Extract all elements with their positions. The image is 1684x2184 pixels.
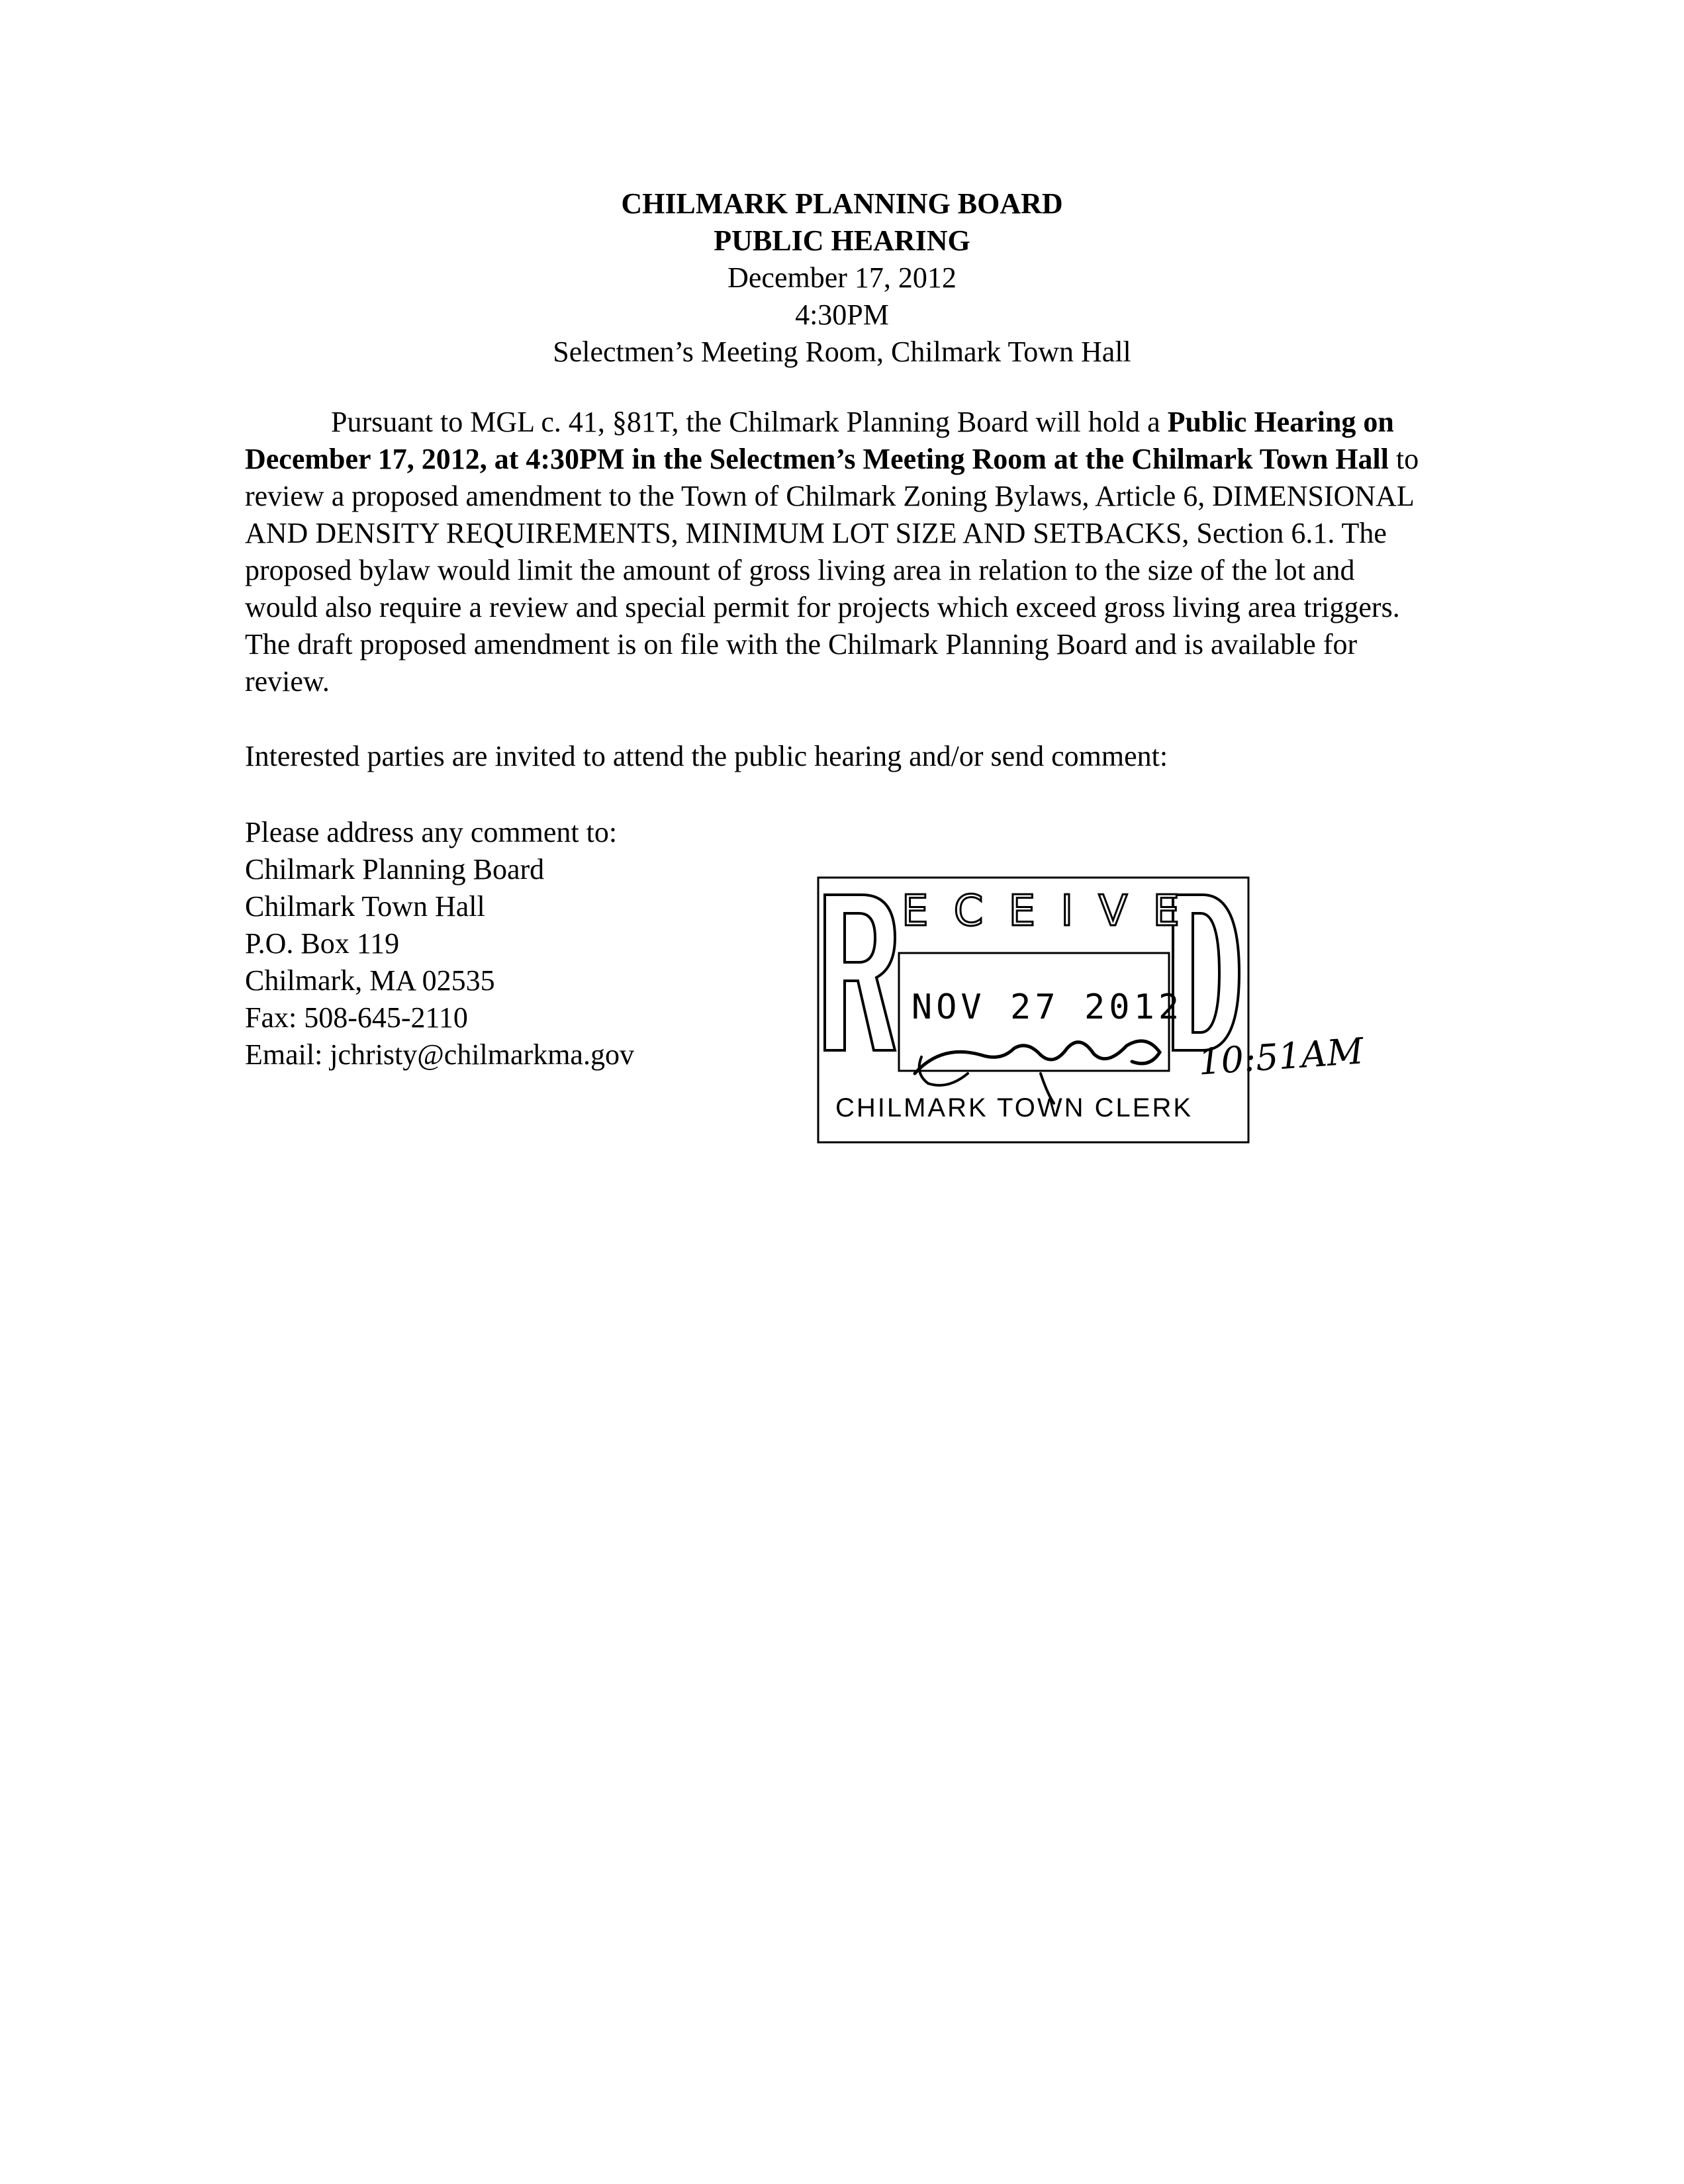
body-bold-text: Public Hearing on December 17, 2012, at 4:30PM in the Selectmen’s Meeting Room at the Chilmark Town Hall	[245, 406, 1394, 475]
received-stamp	[816, 875, 1252, 1148]
stamp-clerk-label: CHILMARK TOWN CLERK	[835, 1093, 1193, 1122]
handwritten-time: 10:51AM	[1197, 1030, 1365, 1083]
stamp-date: NOV 27 2012	[911, 987, 1184, 1027]
address-intro: Please address any comment to:	[245, 816, 618, 848]
address-block	[245, 814, 841, 1073]
stamp-letter: E	[1008, 887, 1036, 936]
stamp-letter: I	[1060, 887, 1074, 936]
invitation-line: Interested parties are invited to attend the public hearing and/or send comment:	[245, 740, 1168, 772]
notice-header	[0, 185, 1684, 371]
stamp-letter: C	[953, 887, 984, 936]
hearing-time: 4:30PM	[795, 298, 889, 331]
stamp-letters	[902, 887, 1180, 936]
body-text-2: to review a proposed amendment to the Town of Chilmark Zoning Bylaws, Article 6, DIMENSIONAL AND DENSITY REQUIREMENTS, MINIMUM LOT SIZE AND SETBACKS, Section 6.1. The proposed bylaw would limit the amount of gross living area in relation to the size of the lot and would also require a review and special permit for projects which exceed gross living area triggers. The draft proposed amendment is on file with the Chilmark Planning Board and is available for review.	[245, 443, 1419, 698]
address-line: P.O. Box 119	[245, 927, 400, 960]
address-line: Chilmark, MA 02535	[245, 964, 495, 997]
stamp-letter: E	[902, 887, 929, 936]
address-line: Chilmark Town Hall	[245, 890, 485, 923]
notice-title: PUBLIC HEARING	[714, 224, 970, 257]
org-name: CHILMARK PLANNING BOARD	[621, 187, 1063, 220]
email-address: Email: jchristy@chilmarkma.gov	[245, 1038, 634, 1071]
fax-number: Fax: 508-645-2110	[245, 1001, 468, 1034]
hearing-date: December 17, 2012	[727, 261, 957, 294]
notice-body	[245, 404, 1423, 700]
address-line: Chilmark Planning Board	[245, 853, 545, 886]
body-text-1: Pursuant to MGL c. 41, §81T, the Chilmark Planning Board will hold a	[331, 406, 1168, 438]
stamp-letter: E	[1152, 887, 1180, 936]
stamp-letter: V	[1098, 887, 1128, 936]
hearing-location: Selectmen’s Meeting Room, Chilmark Town Hall	[553, 336, 1131, 368]
